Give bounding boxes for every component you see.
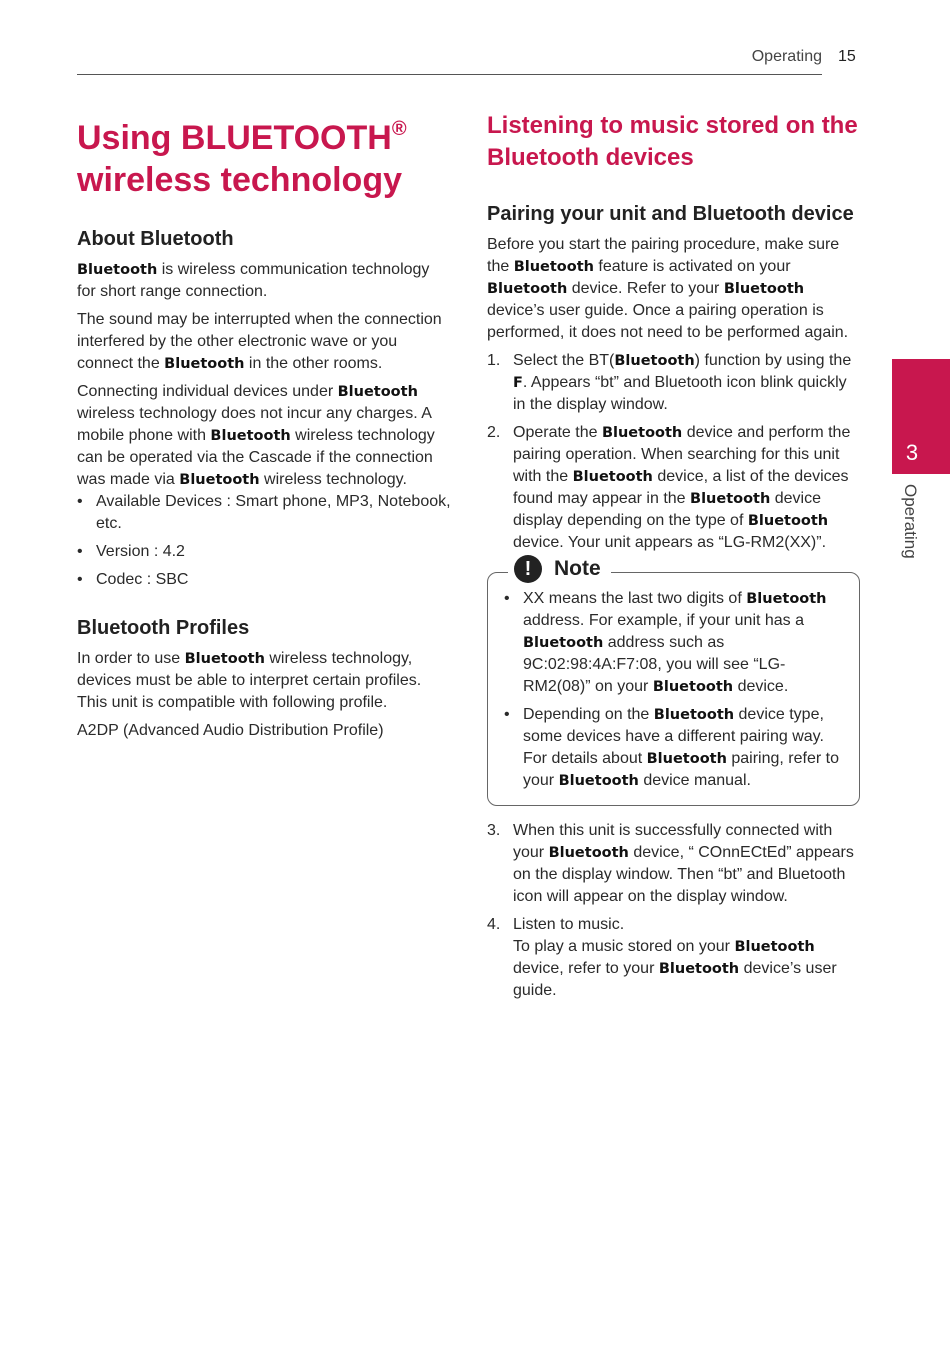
page-number: 15 — [838, 48, 856, 65]
list-item: • Codec : SBC — [77, 569, 452, 591]
note-header — [508, 554, 611, 584]
chapter-number: 3 — [905, 440, 919, 465]
title-line1: Using BLUETOOTH — [77, 119, 392, 157]
profiles-paragraph-1: In order to use Bluetooth wireless technology, devices must be able to interpret certain profiles. This unit is compatible with following profile. — [77, 650, 422, 711]
note-item-1: • XX means the last two digits of Bluetooth address. For example, if your unit has a Bluetooth address such as 9C:02:98:4A:F7:08, you will see “LG-RM2(08)” on your Bluetooth device. — [504, 588, 849, 698]
pairing-heading: Pairing your unit and Bluetooth device — [487, 203, 854, 225]
step-2: 2. Operate the Bluetooth device and perform the pairing operation. When searching for this unit with the Bluetooth device, a list of the devices found may appear in the Bluetooth device display depending on the type of Bluetooth device. Your unit appears as “LG-RM2(XX)”. — [487, 424, 851, 551]
pairing-steps — [487, 350, 862, 554]
note-item-2: • Depending on the Bluetooth device type, some devices have a different pairing way. For details about Bluetooth pairing, refer to your Bluetooth device manual. — [504, 704, 849, 792]
about-paragraph-2: The sound may be interrupted when the connection interfered by the other electronic wave or you connect the Bluetooth in the other rooms. — [77, 311, 442, 372]
profiles-heading: Bluetooth Profiles — [77, 617, 250, 639]
registered-mark: ® — [391, 118, 407, 140]
about-paragraph-3: Connecting individual devices under Bluetooth wireless technology does not incur any charges. A mobile phone with Bluetooth wireless technology can be operated via the Cascade if the connection was made via Bluetooth wireless technology. — [77, 383, 435, 488]
exclamation-icon: ! — [514, 555, 542, 583]
list-item: • Available Devices : Smart phone, MP3, Notebook, etc. — [77, 491, 452, 535]
title-line2: wireless technology — [77, 161, 402, 199]
step-4: 4. Listen to music. To play a music stored on your Bluetooth device, refer to your Bluetooth device’s user guide. — [487, 916, 837, 999]
profiles-section — [77, 617, 452, 742]
step-3: 3. When this unit is successfully connected with your Bluetooth device, “ COnnECtEd” appears on the display window. Then “bt” and Bluetooth icon will appear on the display window. — [487, 822, 854, 905]
chapter-label: Operating — [901, 484, 920, 559]
pairing-section — [487, 203, 862, 560]
pairing-steps-continued — [487, 820, 862, 1008]
note-label: Note — [554, 557, 601, 580]
step-1: 1. Select the BT(Bluetooth) function by using the F. Appears “bt” and Bluetooth icon blink quickly in the display window. — [487, 352, 852, 413]
list-item: • Version : 4.2 — [77, 541, 452, 563]
running-header-section: Operating — [751, 48, 822, 65]
about-paragraph-1: Bluetooth is wireless communication technology for short range connection. — [77, 261, 430, 300]
listening-section — [487, 110, 867, 174]
section-heading: Listening to music stored on the Bluetooth devices — [487, 112, 858, 171]
note-list — [504, 588, 849, 798]
pairing-intro: Before you start the pairing procedure, make sure the Bluetooth feature is activated on your Bluetooth device. Refer to your Bluetooth device’s user guide. Once a pairing operation is performed, it does not need to be performed again. — [487, 236, 849, 341]
about-section — [77, 228, 452, 597]
page-title — [77, 108, 457, 201]
profiles-paragraph-2: A2DP (Advanced Audio Distribution Profile) — [77, 722, 384, 739]
header-rule — [77, 74, 822, 75]
about-heading: About Bluetooth — [77, 228, 234, 250]
spec-list — [77, 491, 452, 591]
